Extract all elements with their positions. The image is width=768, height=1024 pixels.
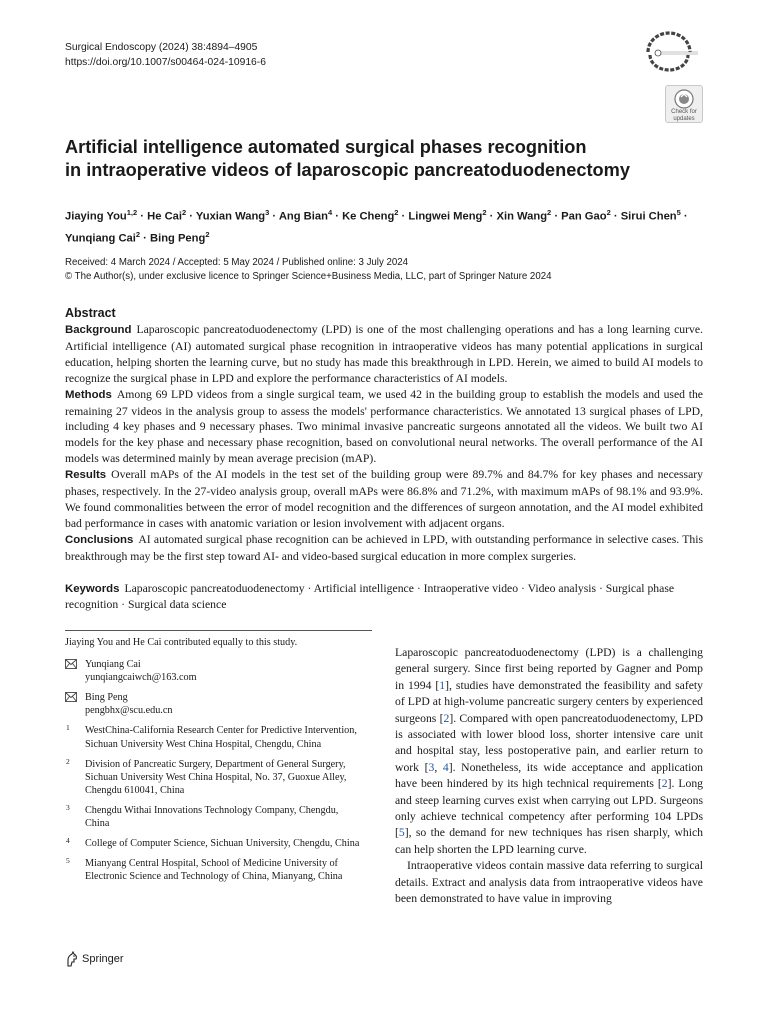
citation-link[interactable]: 5 <box>398 826 405 840</box>
author-name[interactable]: Pan Gao <box>561 210 607 223</box>
author-affiliation: 2 <box>135 229 141 239</box>
author-list <box>65 204 715 247</box>
corresponding-author <box>65 658 365 684</box>
publication-history: Received: 4 March 2024 / Accepted: 5 May 2024 / Published online: 3 July 2024 <box>65 257 409 268</box>
copyright-notice: © The Author(s), under exclusive licence to Springer Science+Business Media, LLC, part of Springer Nature 2024 <box>65 271 552 282</box>
article-dates <box>65 256 551 284</box>
intro-text: ]. Compared with open pancreatoduodenectomy, LPD is associated with lower blood loss, shorter intensive care unit and hospital stay, less postoperative pain, and earlier return to work [ <box>395 711 704 774</box>
author-affiliation: 2 <box>205 229 210 239</box>
citation-link[interactable]: 1 <box>439 678 446 692</box>
abstract-background <box>65 322 703 387</box>
springer-horse-icon <box>65 951 79 967</box>
corresponding-author <box>65 691 365 717</box>
abstract-conclusions <box>65 532 703 565</box>
check-updates-line1: Check for <box>671 109 697 115</box>
corresponding-name: Yunqiang Cai <box>85 659 141 671</box>
author-name[interactable]: Yuxian Wang <box>195 210 266 223</box>
author-name[interactable]: Sirui Chen <box>620 210 677 223</box>
author-line-1: Jiaying You$^{1,2}$ · He Cai$^2$ · Yuxian Wang$^3$ · Ang Bian$^4$ · Ke Cheng$^2$ · Lingwei Meng$^2$ · Xin Wang$^2$ · Pan Gao$^2$ · Sirui Chen$^5$ · <box>65 208 688 223</box>
intro-text: ], so the demand for new techniques has risen sharply, which can help shorten the LPD learning curve. <box>395 826 703 856</box>
check-for-updates-icon <box>674 89 694 109</box>
conclusions-text: AI automated surgical phase recognition can be achieved in LPD, with outstanding performance in selective cases. This breakthrough may be the first step toward AI- and video-based surgical education in more complex surgeries. <box>65 532 703 563</box>
keywords-label: Keywords <box>65 583 120 595</box>
affiliation <box>65 837 365 850</box>
author-affiliation: 1,2 <box>126 208 138 217</box>
author-affiliation: 2 <box>181 208 187 217</box>
author-name[interactable]: Yunqiang Cai <box>65 232 136 245</box>
page-footer <box>65 951 124 967</box>
background-text: Laparoscopic pancreatoduodenectomy (LPD) is one of the most challenging operations and has a long learning curve. Artificial intelligence (AI) automated surgical phase recognition in intraoperative videos has many potential applications in surgical education, helping shorten the learning curve, but no study has made this breakthrough in LPD. Herein, we aimed to build AI models to recognize the surgical phase in LPD and explore the performance characteristics of AI models. <box>65 323 703 385</box>
affiliation-text: Chengdu Withai Innovations Technology Company, Chengdu, China <box>85 804 339 830</box>
corresponding-email[interactable]: pengbhx@scu.edu.cn <box>85 705 173 717</box>
author-affiliation: 2 <box>482 208 487 217</box>
affiliation-text: WestChina-California Research Center for Predictive Intervention, Sichuan University West China Hospital, Chengdu, China <box>85 725 357 750</box>
affiliation-number: 3 <box>66 802 70 812</box>
author-affiliation: 3 <box>265 208 270 217</box>
intro-text: Laparoscopic pancreatoduodenectomy (LPD) is a challenging general surgery. Since first being reported by Gagner and Pomp in 1994 [ <box>395 646 703 692</box>
journal-header <box>65 40 266 70</box>
methods-label: Methods <box>65 388 112 401</box>
intro-text: ], studies have demonstrated the feasibility and safety of LPD at high-volume pancreatic surgery centers by experienced surgeons [ <box>395 678 704 725</box>
keywords-section <box>65 581 703 613</box>
author-affiliation: 2 <box>547 208 552 217</box>
citation-link[interactable]: 4 <box>442 760 449 774</box>
citation-link[interactable]: 2 <box>443 711 450 725</box>
footnotes <box>65 636 365 890</box>
publisher-name: Springer <box>82 953 124 965</box>
author-affiliation: 2 <box>606 208 611 217</box>
affiliation <box>65 857 365 883</box>
author-name[interactable]: He Cai <box>147 210 182 223</box>
affiliation-number: 4 <box>66 836 70 846</box>
journal-citation: Surgical Endoscopy (2024) 38:4894–4905 <box>65 42 258 53</box>
affiliation-text: Division of Pancreatic Surgery, Department of General Surgery, Sichuan University West China Hospital, No. 37, Guoxue Alley, Chengdu 610041, China <box>85 758 347 796</box>
author-name[interactable]: Jiaying You <box>65 210 127 223</box>
keywords-text: Laparoscopic pancreatoduodenectomy · Artificial intelligence · Intraoperative video · Video analysis · Surgical phase recognition · Surgical data science <box>65 582 675 611</box>
author-name[interactable]: Bing Peng <box>150 232 206 245</box>
affiliation-text: Mianyang Central Hospital, School of Medicine University of Electronic Science and Technology of China, Mianyang, China <box>85 858 343 883</box>
author-line-2: Yunqiang Cai$^2$ · Bing Peng$^2$ <box>65 229 210 245</box>
conclusions-label: Conclusions <box>65 533 134 546</box>
affiliation <box>65 804 365 830</box>
methods-text: Among 69 LPD videos from a single surgical team, we used 42 in the building group to establish the models and used the remaining 27 videos in the analysis group to assess the models' performance characteristics. We annotated 13 surgical phases of LPD, including 4 key phases and 9 necessary phases. Two minimal invasive pancreatic surgeons annotated all the videos. We built two AI models for the key phase and necessary phase recognition, based on convolutional neural networks. The overall performance of the AI models was determined mainly by mean average precision (mAP). <box>65 387 703 466</box>
author-affiliation: 5 <box>676 208 681 217</box>
intro-text: ]. Nonetheless, its wide acceptance and application have been hindered by its high technical requirements [ <box>395 760 704 791</box>
background-label: Background <box>65 324 132 336</box>
author-name[interactable]: Ang Bian <box>278 210 328 223</box>
abstract-results <box>65 467 703 532</box>
doi-link[interactable]: https://doi.org/10.1007/s00464-024-10916-6 <box>65 57 266 68</box>
citation-link[interactable]: 2 <box>661 777 668 791</box>
affiliation-text: College of Computer Science, Sichuan University, Chengdu, China <box>85 838 360 850</box>
intro-text: ]. Long and steep learning curves exist when carrying out LPD. Surgeons only achieve technical competency after performing 104 LPDs [ <box>395 777 704 840</box>
corresponding-name: Bing Peng <box>85 692 128 704</box>
check-updates-line2: updates <box>673 115 695 122</box>
affiliation-number: 2 <box>66 756 70 766</box>
author-affiliation: 4 <box>327 208 333 217</box>
introduction-column <box>395 645 703 908</box>
author-name[interactable]: Xin Wang <box>496 210 548 223</box>
footnote-divider <box>65 630 372 631</box>
intro-paragraph-1 <box>395 645 703 858</box>
author-name[interactable]: Lingwei Meng <box>408 210 483 223</box>
citation-link[interactable]: 3 <box>428 760 435 774</box>
sages-society-logo-icon <box>636 30 702 72</box>
article-title <box>65 136 685 182</box>
title-line-2: in intraoperative videos of laparoscopic pancreatoduodenectomy <box>65 160 630 180</box>
envelope-icon <box>65 692 77 702</box>
corresponding-email[interactable]: yunqiangcaiwch@163.com <box>85 672 197 684</box>
equal-contribution-note: Jiaying You and He Cai contributed equally to this study. <box>65 637 298 648</box>
intro-paragraph-2: Intraoperative videos contain massive data referring to surgical details. Extract and analysis data from intraoperative videos have been demonstrated to have value in improving <box>395 859 703 906</box>
affiliation-number: 5 <box>66 856 70 866</box>
results-text: Overall mAPs of the AI models in the test set of the building group were 89.7% and 84.7% for key phases and necessary phases, respectively. In the 27-video analysis group, overall mAPs were 86.8% and 71.2%, with maximum mAPs of 98.1% and 93.9%. We found commonalities between the error of model recognition and the differences of surgeon annotation, and the AI model exhibited bad performance in cases with anatomic variation or lesion involvement with adjacent organs. <box>65 468 703 530</box>
affiliation-number: 1 <box>66 723 70 733</box>
affiliation <box>65 724 365 750</box>
abstract-methods <box>65 387 703 468</box>
author-name[interactable]: Ke Cheng <box>342 210 395 223</box>
intro-text: , <box>434 760 443 774</box>
affiliation <box>65 758 365 797</box>
abstract-heading: Abstract <box>65 306 116 320</box>
abstract-section <box>65 305 703 565</box>
title-line-1: Artificial intelligence automated surgical phases recognition <box>65 137 587 157</box>
results-label: Results <box>65 469 107 482</box>
check-for-updates-badge[interactable] <box>665 85 703 123</box>
author-affiliation: 2 <box>394 208 399 217</box>
envelope-icon <box>65 659 77 669</box>
